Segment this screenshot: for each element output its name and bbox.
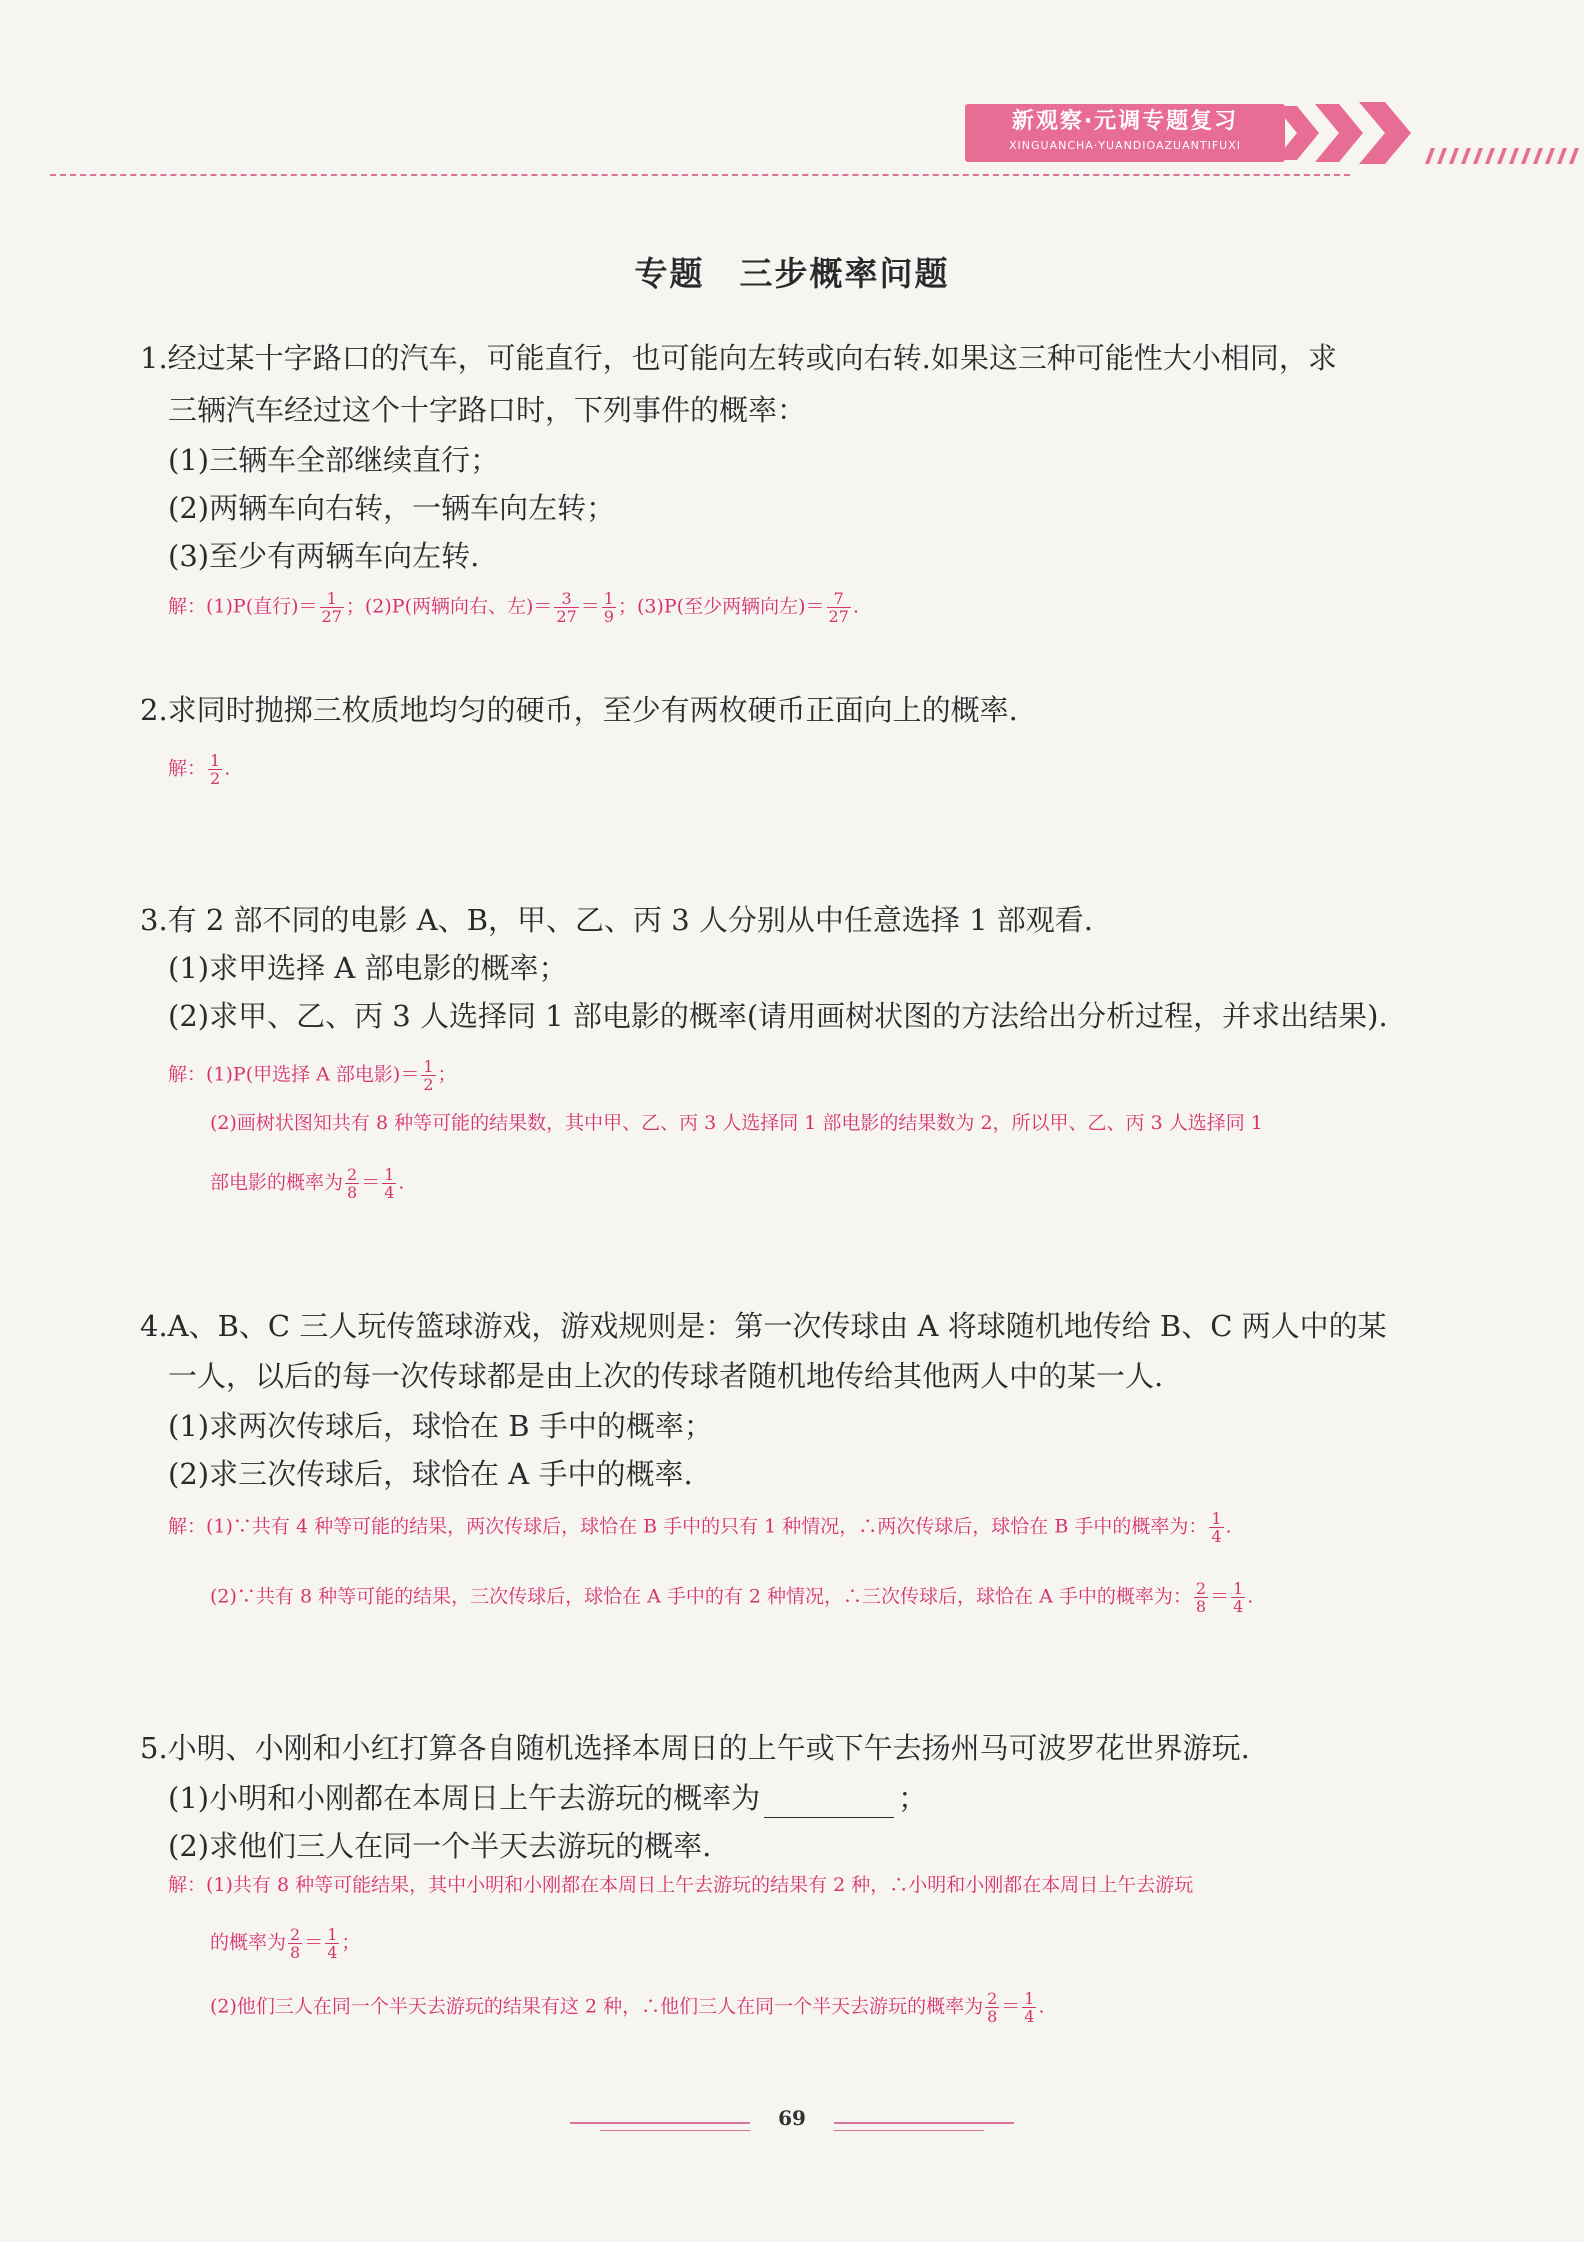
fraction: $\frac{2}{8}$ (987, 1989, 998, 2026)
stripe-decoration (1425, 148, 1584, 164)
fraction: $\frac{1}{2}$ (423, 1057, 434, 1094)
q4-part1: (1)求两次传球后，球恰在 B 手中的概率； (168, 1409, 713, 1443)
q4-line1: 4.A、B、C 三人玩传篮球游戏，游戏规则是：第一次传球由 A 将球随机地传给 B、C 两人中的某 (140, 1309, 1387, 1343)
q3-solution-3: 部电影的概率为 $\frac{2}{8}$ ＝ $\frac{1}{4}$ . (210, 1165, 405, 1202)
q3-solution-1: 解：(1)P(甲选择 A 部电影)＝ $\frac{1}{2}$ ； (168, 1057, 457, 1094)
q4-solution-2: (2)∵共有 8 种等可能的结果，三次传球后，球恰在 A 手中的有 2 种情况，∴三次传球后，球恰在 A 手中的概率为： $\frac{2}{8}$ ＝ $\frac{1}{4}$ . (210, 1579, 1254, 1616)
q1-part2: (2)两辆车向右转，一辆车向左转； (168, 491, 616, 525)
q5-solution-2: 的概率为 $\frac{2}{8}$ ＝ $\frac{1}{4}$ ； (210, 1925, 361, 1962)
q5-solution-1: 解：(1)共有 8 种等可能结果，其中小明和小刚都在本周日上午去游玩的结果有 2 种，∴小明和小刚都在本周日上午去游玩 (168, 1874, 1194, 1896)
page-number: 69 (778, 2106, 806, 2130)
q4-line2: 一人，以后的每一次传球都是由上次的传球者随机地传给其他两人中的某一人. (168, 1359, 1164, 1393)
q1-sol-text: 解：(1)P(直行)＝ (168, 595, 318, 618)
banner-title: 新观察·元调专题复习 (1011, 109, 1239, 134)
banner-pinyin: XINGUANCHA·YUANDIOAZUANTIFUXI (1008, 139, 1241, 152)
page-title: 专题 三步概率问题 (634, 254, 950, 293)
q1-line2: 三辆汽车经过这个十字路口时，下列事件的概率： (168, 393, 807, 427)
fraction: $\frac{1}{4}$ (327, 1925, 338, 1962)
q3-part1: (1)求甲选择 A 部电影的概率； (168, 951, 568, 985)
q1-sol-text: ；(3)P(至少两辆向左)＝ (617, 595, 825, 618)
q2-solution: 解： $\frac{1}{2}$ . (168, 751, 231, 788)
q3-line1: 3.有 2 部不同的电影 A、B，甲、乙、丙 3 人分别从中任意选择 1 部观看. (140, 903, 1094, 937)
header-banner (965, 104, 1285, 162)
fraction: $\frac{1}{2}$ (210, 751, 221, 788)
answer-blank[interactable] (764, 1789, 894, 1818)
q5-part1: (1)小明和小刚都在本周日上午去游玩的概率为 ； (168, 1778, 927, 1818)
fraction: $\frac{1}{4}$ (1024, 1989, 1035, 2026)
fraction: $\frac{2}{8}$ (290, 1925, 301, 1962)
fraction: $\frac{2}{8}$ (1195, 1579, 1207, 1616)
fraction: $\frac{1}{27}$ (321, 589, 342, 626)
fraction: $\frac{1}{4}$ (1211, 1509, 1222, 1546)
q5-part2: (2)求他们三人在同一个半天去游玩的概率. (168, 1829, 712, 1863)
q1-part1: (1)三辆车全部继续直行； (168, 443, 500, 477)
fraction: $\frac{3}{27}$ (556, 589, 577, 626)
q3-solution-2: (2)画树状图知共有 8 种等可能的结果数，其中甲、乙、丙 3 人选择同 1 部电影的结果数为 2，所以甲、乙、丙 3 人选择同 1 (210, 1112, 1263, 1134)
footer-divider-left (570, 2122, 750, 2124)
fraction: $\frac{2}{8}$ (347, 1165, 358, 1202)
chevron-arrows-icon (1275, 100, 1425, 166)
q1-solution: 解：(1)P(直行)＝ $\frac{1}{27}$ ；(2)P(两辆向右、左)＝ $\frac{3}{27}$ ＝ $\frac{1}{9}$ ；(3)P(至少两辆向左)＝ $\frac{7}{27}$ . (168, 589, 859, 626)
fraction: $\frac{1}{4}$ (384, 1165, 395, 1202)
q2-line1: 2.求同时抛掷三枚质地均匀的硬币，至少有两枚硬币正面向上的概率. (140, 693, 1018, 727)
fraction: $\frac{1}{4}$ (1233, 1579, 1244, 1616)
footer-divider-left-thin (600, 2130, 750, 2131)
q1-part3: (3)至少有两辆车向左转. (168, 539, 480, 573)
q4-solution-1: 解：(1)∵共有 4 种等可能的结果，两次传球后，球恰在 B 手中的只有 1 种情况，∴两次传球后，球恰在 B 手中的概率为： $\frac{1}{4}$ . (168, 1509, 1232, 1546)
q5-solution-3: (2)他们三人在同一个半天去游玩的结果有这 2 种，∴他们三人在同一个半天去游玩的概率为 $\frac{2}{8}$ ＝ $\frac{1}{4}$ . (210, 1989, 1045, 2026)
footer-divider-right (834, 2122, 1014, 2124)
q3-part2: (2)求甲、乙、丙 3 人选择同 1 部电影的概率(请用画树状图的方法给出分析过程，并求出结果). (168, 999, 1388, 1033)
q1-line1: 1.经过某十字路口的汽车，可能直行，也可能向左转或向右转.如果这三种可能性大小相同，求 (140, 341, 1337, 375)
footer-divider-right-thin (834, 2130, 984, 2131)
q1-sol-text: ；(2)P(两辆向右、左)＝ (345, 595, 553, 618)
header-divider (50, 174, 1350, 176)
fraction: $\frac{1}{9}$ (603, 589, 614, 626)
q5-line1: 5.小明、小刚和小红打算各自随机选择本周日的上午或下午去扬州马可波罗花世界游玩. (140, 1731, 1250, 1765)
fraction: $\frac{7}{27}$ (828, 589, 849, 626)
q4-part2: (2)求三次传球后，球恰在 A 手中的概率. (168, 1457, 693, 1491)
